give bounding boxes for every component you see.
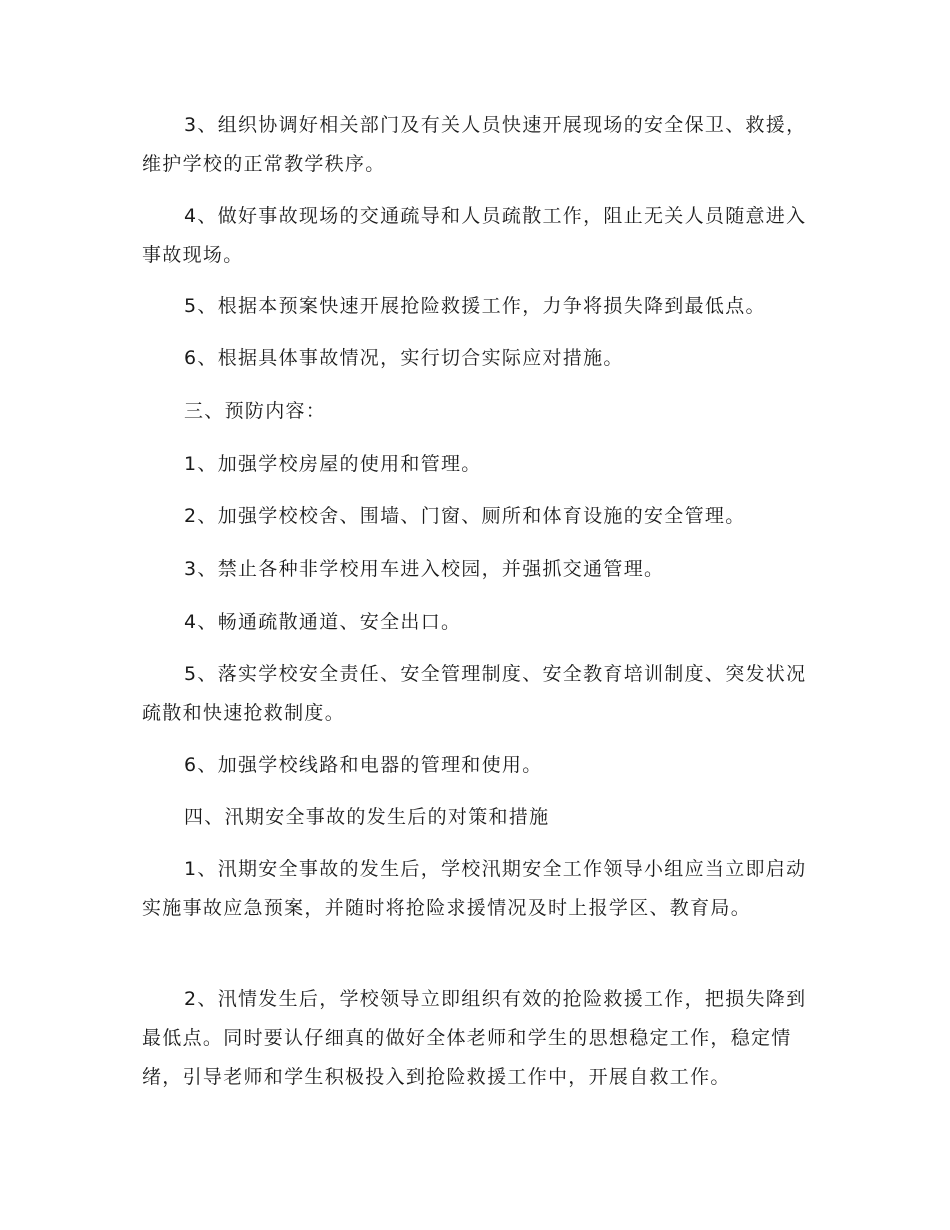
prevention-item-5: 5、落实学校安全责任、安全管理制度、安全教育培训制度、突发状况疏散和快速抢救制度。 xyxy=(142,663,807,724)
prevention-item-6: 6、加强学校线路和电器的管理和使用。 xyxy=(184,754,543,776)
paragraph-item-3: 3、组织协调好相关部门及有关人员快速开展现场的安全保卫、救援，维护学校的正常教学秩序。 xyxy=(142,114,807,175)
paragraph-item-6: 6、根据具体事故情况，实行切合实际应对措施。 xyxy=(184,347,624,369)
measures-item-2: 2、汛情发生后，学校领导立即组织有效的抢险救援工作，把损失降到最低点。同时要认仔细真的做好全体老师和学生的思想稳定工作，稳定情绪，引导老师和学生积极投入到抢险救援工作中，开展自救工作。 xyxy=(142,988,807,1088)
paragraph-item-4: 4、做好事故现场的交通疏导和人员疏散工作，阻止无关人员随意进入事故现场。 xyxy=(142,205,807,266)
prevention-item-1: 1、加强学校房屋的使用和管理。 xyxy=(184,453,482,475)
measures-item-1: 1、汛期安全事故的发生后，学校汛期安全工作领导小组应当立即启动实施事故应急预案，并随时将抢险求援情况及时上报学区、教育局。 xyxy=(142,858,807,919)
paragraph-item-5: 5、根据本预案快速开展抢险救援工作，力争将损失降到最低点。 xyxy=(184,295,766,317)
prevention-item-4: 4、畅通疏散通道、安全出口。 xyxy=(184,611,462,633)
section-heading-flood-measures: 四、汛期安全事故的发生后的对策和措施 xyxy=(184,806,550,828)
section-heading-prevention: 三、预防内容： xyxy=(184,400,327,422)
prevention-item-3: 3、禁止各种非学校用车进入校园，并强抓交通管理。 xyxy=(184,558,665,580)
prevention-item-2: 2、加强学校校舍、围墙、门窗、厕所和体育设施的安全管理。 xyxy=(184,505,746,527)
